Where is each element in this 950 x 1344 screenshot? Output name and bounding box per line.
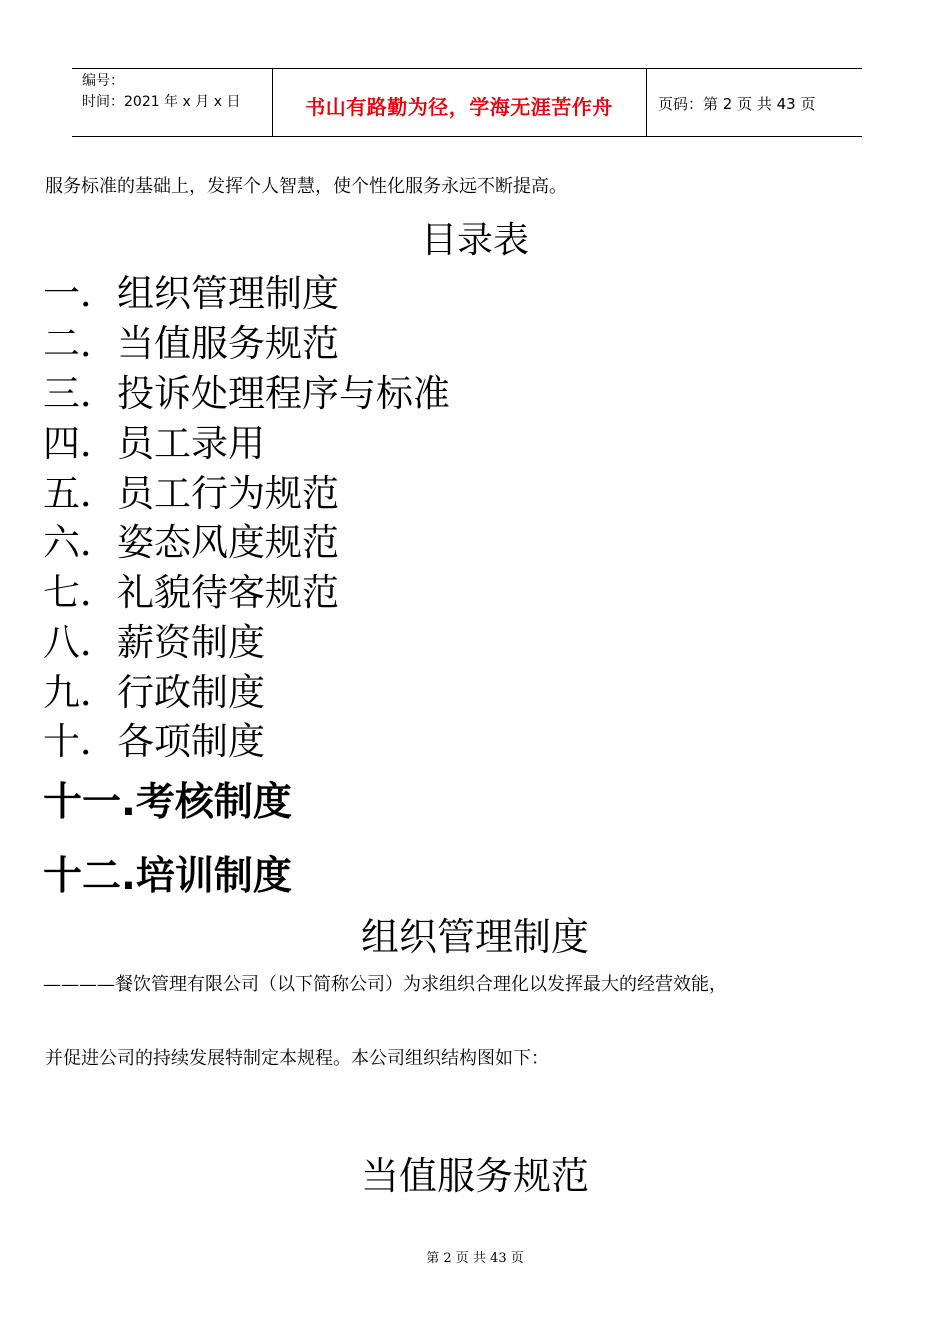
section1-paragraph-1: ————餐饮管理有限公司（以下简称公司）为求组织合理化以发挥最大的经营效能，	[43, 974, 727, 995]
toc-item: 七．礼貌待客规范	[43, 571, 339, 614]
number-label: 编号：	[82, 73, 124, 89]
header-page-info: 页码：第 2 页 共 43 页	[658, 95, 816, 113]
section-title-duty-service: 当值服务规范	[360, 1154, 589, 1198]
toc-item: 六．姿态风度规范	[43, 521, 339, 564]
section-title-org-management: 组织管理制度	[360, 915, 589, 959]
section1-paragraph-2: 并促进公司的持续发展特制定本规程。本公司组织结构图如下：	[45, 1048, 549, 1069]
toc-item: 十．各项制度	[43, 720, 265, 763]
header-divider	[646, 69, 647, 136]
toc-item: 十二.培训制度	[43, 854, 292, 899]
toc-item: 二．当值服务规范	[43, 322, 339, 365]
page-header	[72, 68, 862, 137]
toc-item: 一．组织管理制度	[43, 272, 339, 315]
toc-item: 九．行政制度	[43, 671, 265, 714]
header-meta	[82, 71, 240, 113]
toc-item: 五．员工行为规范	[43, 472, 339, 515]
toc-title: 目录表	[420, 220, 529, 261]
toc-item: 三．投诉处理程序与标准	[43, 372, 450, 415]
time-label: 时间：2021 年 x 月 x 日	[82, 94, 241, 110]
toc-item: 八．薪资制度	[43, 621, 265, 664]
toc-item: 十一.考核制度	[43, 780, 292, 825]
header-motto: 书山有路勤为径，学海无涯苦作舟	[305, 95, 613, 119]
page-footer: 第 2 页 共 43 页	[426, 1251, 524, 1266]
intro-paragraph: 服务标准的基础上，发挥个人智慧，使个性化服务永远不断提高。	[45, 176, 567, 197]
toc-item: 四．员工录用	[43, 422, 265, 465]
